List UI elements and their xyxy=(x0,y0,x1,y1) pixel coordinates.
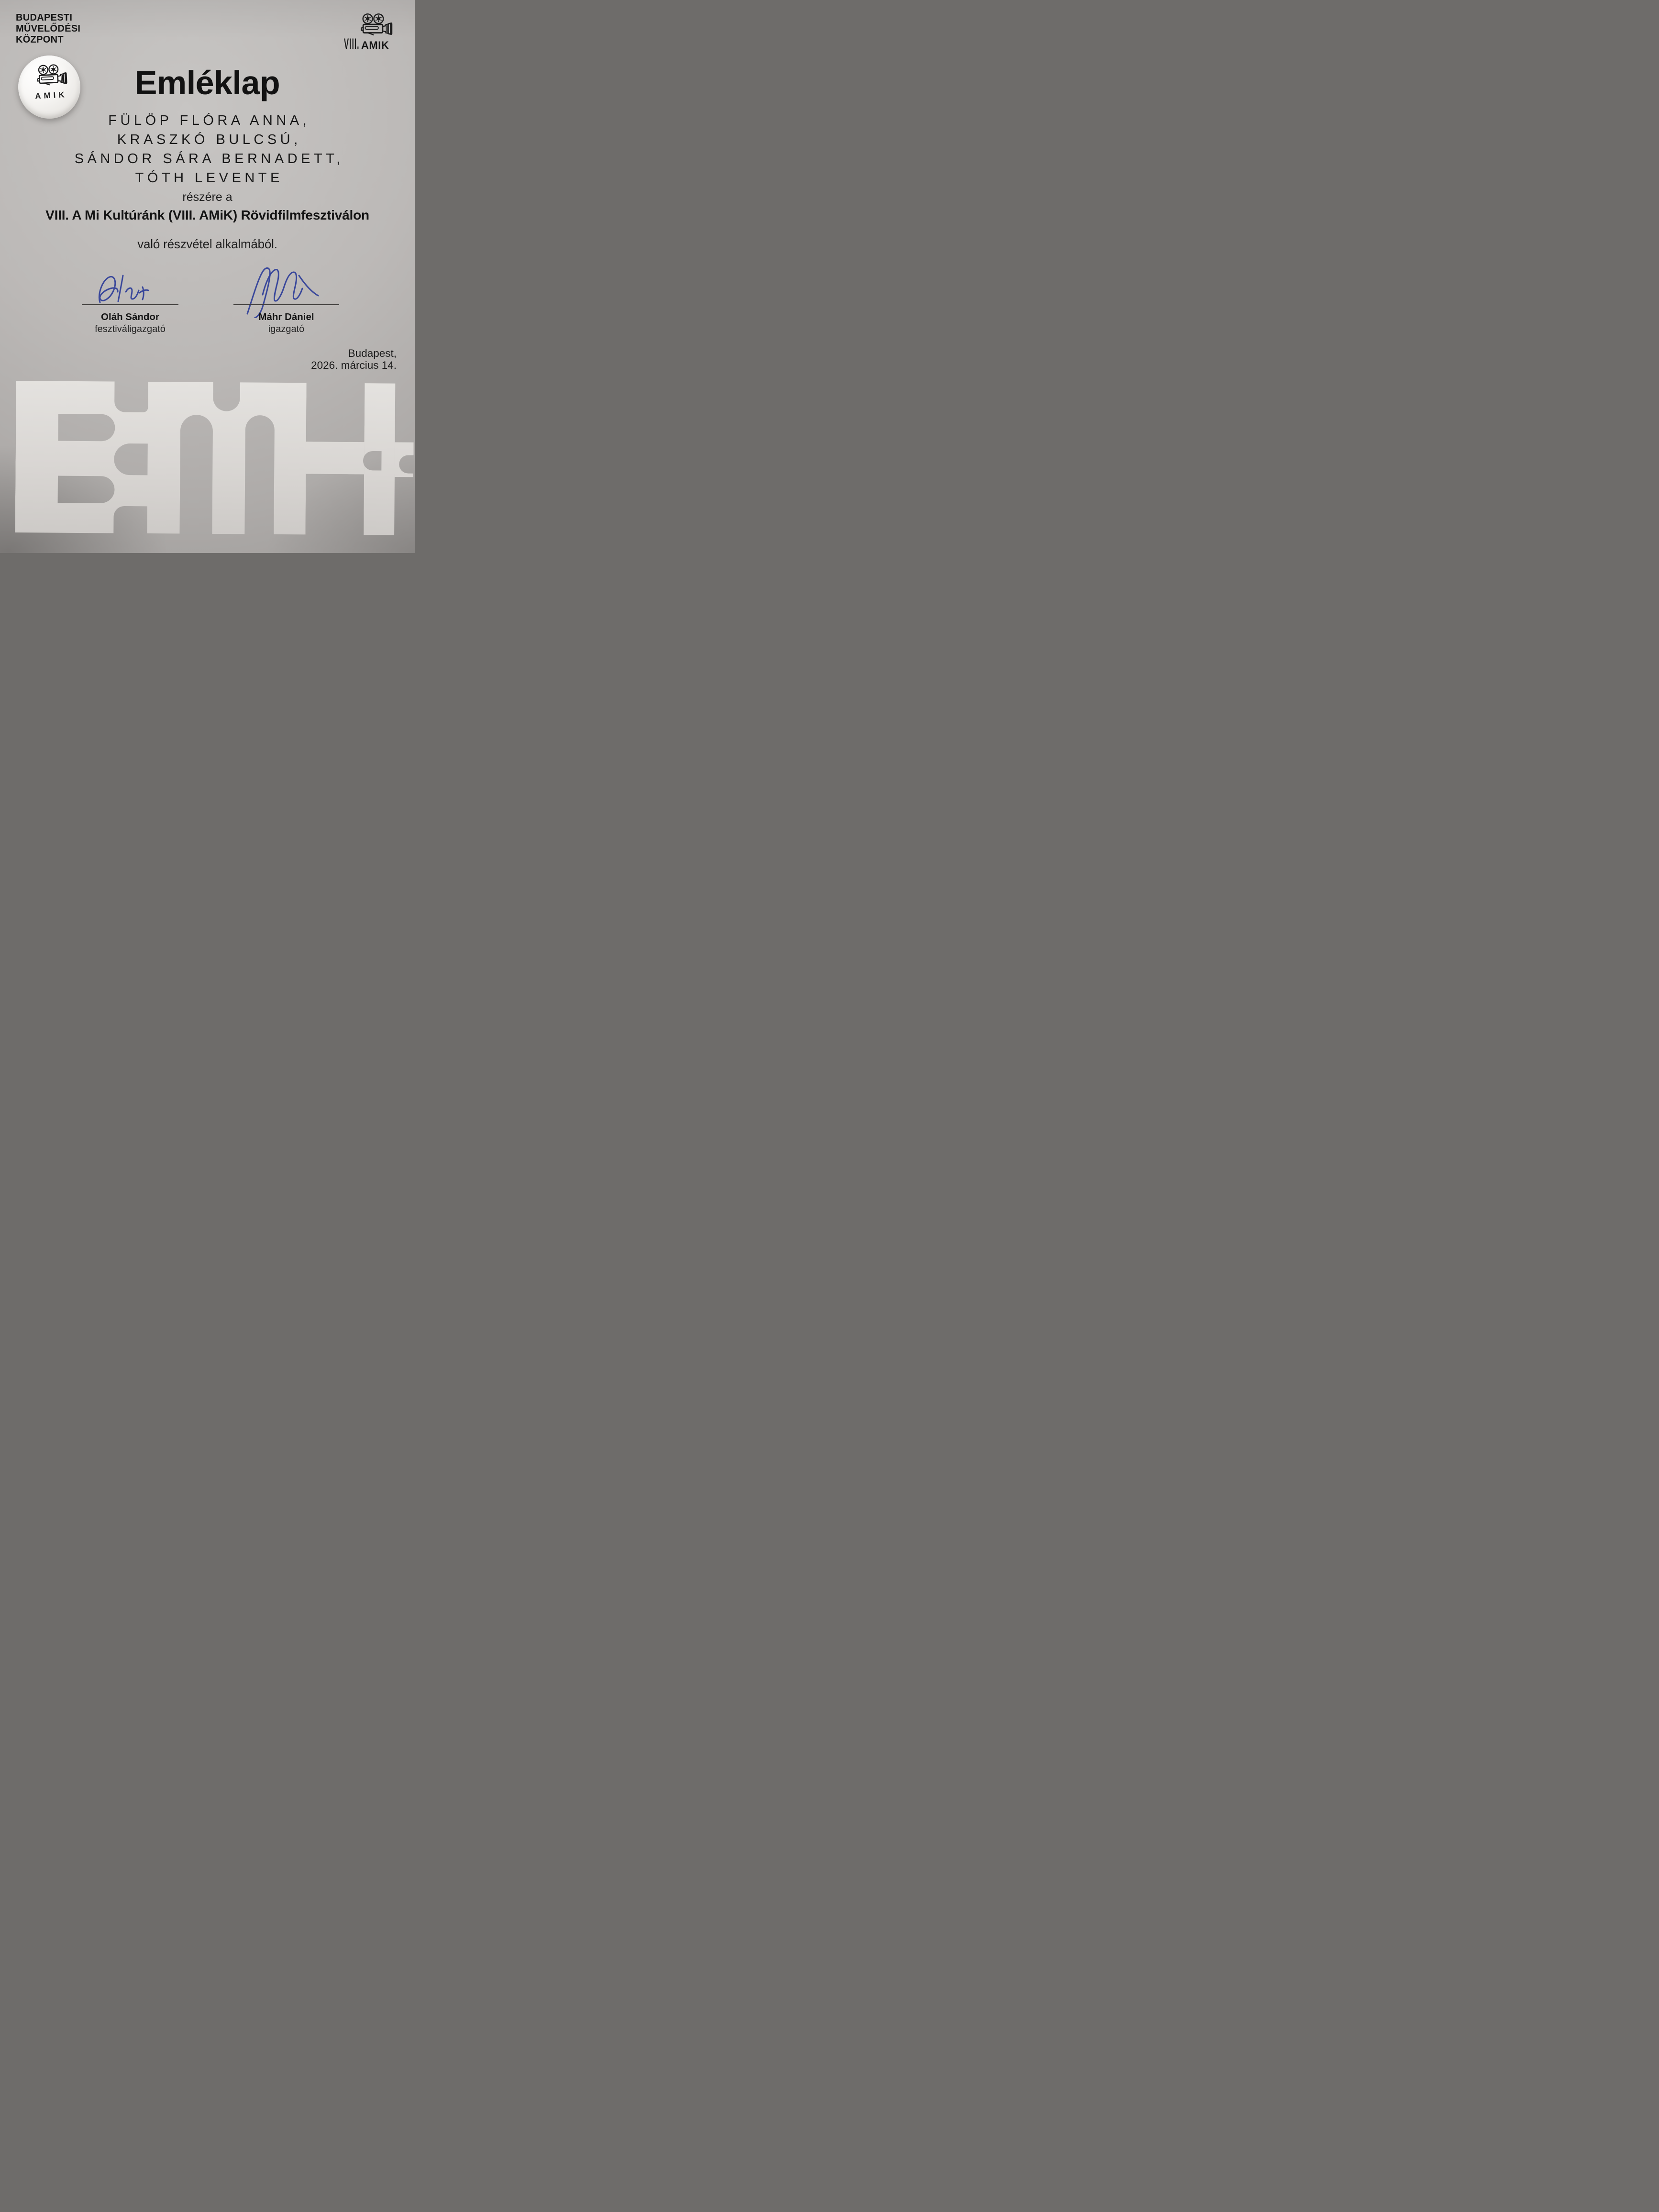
signatory-name: Máhr Dániel xyxy=(258,311,314,322)
recipient-name: SÁNDOR SÁRA BERNADETT, xyxy=(74,151,344,166)
signature-line xyxy=(82,304,178,305)
organization-line: MŰVELŐDÉSI xyxy=(16,23,81,34)
signatory-name: Oláh Sándor xyxy=(101,311,159,322)
recipient-name: TÓTH LEVENTE xyxy=(135,170,283,186)
film-camera-icon xyxy=(361,14,392,35)
organization-line: KÖZPONT xyxy=(16,34,64,45)
festival-logo xyxy=(343,12,398,53)
place-line: Budapest, xyxy=(348,347,397,359)
organization-line: BUDAPESTI xyxy=(16,12,73,23)
festival-name-line: VIII. A Mi Kultúránk (VIII. AMiK) Rövidfilmfesztiválon xyxy=(45,208,369,222)
signature-stroke-festival-director xyxy=(93,273,165,306)
badge-wordmark: AMIK xyxy=(34,90,68,101)
certificate-page xyxy=(0,0,415,553)
recipient-name: FÜLÖP FLÓRA ANNA, xyxy=(108,113,310,128)
recipient-names xyxy=(0,111,415,188)
place-and-date xyxy=(311,347,397,371)
for-line: részére a xyxy=(182,190,232,204)
recipient-name: KRASZKÓ BULCSÚ, xyxy=(117,132,301,147)
bmk-logo xyxy=(15,380,414,536)
signatory-role: fesztiváligazgató xyxy=(95,324,166,334)
festival-logo-wordmark: AMIK xyxy=(361,39,389,51)
certificate-title: Emléklap xyxy=(134,64,280,101)
organization-name xyxy=(16,12,80,45)
signature-line xyxy=(233,304,339,305)
date-line: 2026. március 14. xyxy=(311,359,397,371)
signatory-role: igazgató xyxy=(268,324,305,334)
signature-stroke-director xyxy=(242,263,323,318)
occasion-line: való részvétel alkalmából. xyxy=(137,237,277,251)
roman-numeral-viii: VIII. xyxy=(344,36,360,53)
